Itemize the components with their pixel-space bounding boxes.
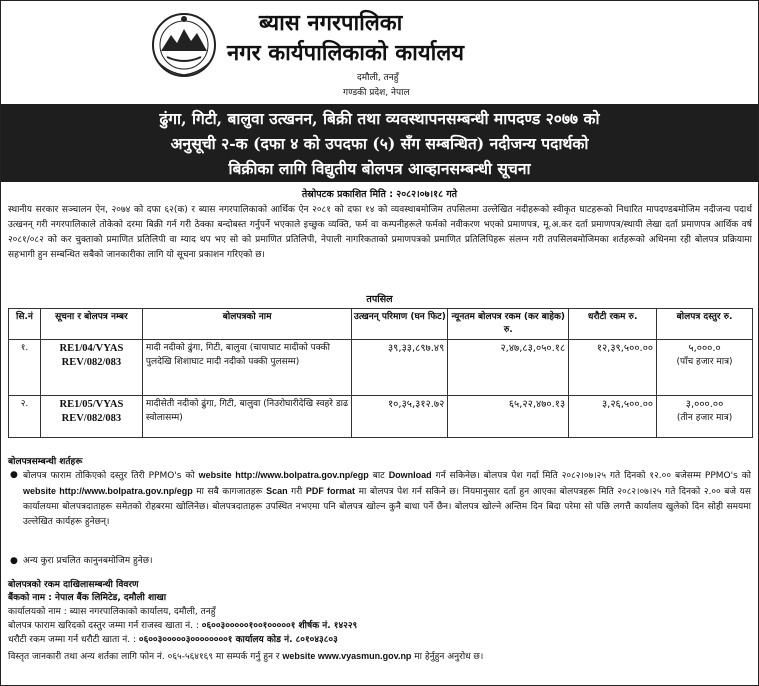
fee-account-head-label: शीर्षक नं.	[295, 621, 334, 631]
bank-heading: बोलपत्रको रकम दाखिलासम्बन्धी विवरण	[8, 580, 139, 590]
nepal-government-emblem-icon	[149, 11, 219, 79]
row-reference	[40, 396, 142, 438]
condition-text: बोलपत्र फाराम तोकिएको दस्तुर तिरी PPMO's को	[23, 471, 199, 481]
office-code-label: कार्यालय कोड नं.	[232, 635, 296, 645]
header-reference: सूचना र बोलपत्र नम्बर	[40, 309, 142, 340]
bank-name: बैंकको नाम : नेपाल बैंक लिमिटेड, दमौली शाखा	[8, 593, 167, 603]
header-deposit: धरौटी रकम रु.	[569, 309, 657, 340]
header-sn: सि.नं	[9, 309, 41, 340]
condition-text: बाट	[368, 471, 389, 481]
deposit-account-line	[8, 633, 748, 647]
download-term: Download	[388, 470, 432, 480]
office-name: कार्यालयको नाम : ब्यास नगरपालिकाको कार्यालय, दमौली, तनहुँ	[8, 607, 216, 617]
bullet-icon: ●	[10, 556, 18, 566]
condition-text: गरी	[287, 487, 306, 497]
row-deposit: १२,३९,५००.००	[569, 340, 657, 396]
office-title-line1: ब्यास नगरपालिका	[259, 10, 403, 36]
scan-term: Scan	[266, 486, 288, 496]
row-tender-name: मादी नदीको ढुंगा, गिटी, बालुवा (चापाघाट मादीको पक्की पुलदेखि शिशाघाट मादी नदीको पक्की पुलसम्म)	[142, 340, 352, 396]
banner-line1: ढुंगा, गिटी, बालुवा उत्खनन, बिक्री तथा व्यवस्थापनसम्बन्धी मापदण्ड २०७७ को	[159, 109, 600, 128]
header-fee: बोलपत्र दस्तुर रु.	[657, 309, 753, 340]
header-quantity: उत्खनन् परिमाण (घन फिट)	[352, 309, 448, 340]
header-tender-name: बोलपत्रको नाम	[142, 309, 352, 340]
office-province: गण्डकी प्रदेश, नेपाल	[343, 88, 410, 98]
publish-date: तेस्रोपटक प्रकाशित मिति : २०८२।०७।१८ गते	[301, 189, 458, 200]
condition-text: मा बोलपत्र पेश गर्न सकिने छ। नियमानुसार दर्ता हुन आएका बोलपत्रहरू मिति २०८२।०७।२५ गते दिनको २.०० बजे यस कार्यालयमा बोलपत्रदाताहरू समेतको रोहबरमा खोलिनेछ। बोलपत्रदाताहरू उपस्थित नभएमा पनि बोलपत्र खोल्न कुनै बाधा पर्ने छैन। बोलपत्र खोल्ने अन्तिम दिन बिदा परेमा सो पछि लगत्तै कार्यालय खुलेको दिन सोही समयमा उल्लेखित कार्यहरू हुनेछन्।	[23, 487, 751, 527]
contact-text: मा हेर्नुहुन अनुरोध छ।	[411, 652, 484, 662]
condition-item	[10, 468, 751, 530]
header	[1, 1, 758, 105]
row-fee	[657, 340, 753, 396]
header-min-amount: न्यूनतम बोलपत्र रकम (कर बाहेक) रु.	[448, 309, 569, 340]
intro-paragraph: स्थानीय सरकार सञ्चालन ऐन, २०७४ को दफा ६२(क) र ब्यास नगरपालिकाको आर्थिक ऐन २०८१ को दफा १४ को व्यवस्थाबमोजिम तपसिलमा उल्लेखित नदीहरूको स्वीकृत घाटहरूको निधारित मापदण्डबमोजिम नदीजन्य पदार्थ उत्खनन् गरी नगरपालिकाले तोकेको दरमा बिक्री गर्न गरी ठेक्का बन्दोबस्त गर्नुपर्ने भएकाले इच्छुक व्यक्ति, फर्म वा कम्पनीहरूले फर्मको नवीकरण भएको प्रमाणपत्र, मू.अ.कर दर्ता प्रमाणपत्र/स्थायी लेखा दर्ता प्रमाणपत्र आर्थिक वर्ष २०८१/०८२ को कर चुक्ताको प्रमाणित प्रतिलिपी वा म्याद थप भए सो को प्रमाणित प्रतिलिपी, नेपाली नागरिकताको प्रमाणपत्रको प्रमाणित प्रतिलिपिहरू संलग्न गरी तपसिलबमोजिमका शर्तहरूको अधिनमा रही बोलपत्र प्रक्रियामा सहभागी हुन सम्बन्धित सबैको जानकारीका लागि यो सूचना प्रकाशन गरिएको छ।	[8, 205, 752, 260]
office-code-number: ८०१०४३८०३	[295, 635, 338, 645]
office-title-line2: नगर कार्यपालिकाको कार्यालय	[227, 40, 464, 66]
pdf-format-term: PDF format	[305, 486, 356, 496]
fee-account-number: ०६००३०००००१००१०००००१	[201, 621, 296, 631]
row-min-amount: २,४७,८३,०५०.१८	[448, 340, 569, 396]
condition-text: मा सबै कागजातहरू	[192, 487, 267, 497]
bolpatra-link[interactable]: website http://www.bolpatra.gov.np/egp	[23, 486, 193, 496]
row-quantity: १०,३५,३१२.७२	[352, 396, 448, 438]
table-row	[9, 340, 753, 396]
table-title: तपसिल	[366, 294, 393, 305]
reference-line1: RE1/05/VYAS	[59, 399, 124, 410]
contact-text: विस्तृत जानकारी तथा अन्य शर्तका लागि फोन नं. ०६५-५६४१६९ मा सम्पर्क गर्नु हुन र	[8, 652, 283, 662]
notice-title-banner	[1, 104, 758, 182]
fee-account-line	[8, 619, 748, 633]
row-tender-name: मादीसेती नदीको ढुंगा, गिटी, बालुवा (निउरोघारीदेखि स्वहरे डाढ स्वोलासम्म)	[142, 396, 352, 438]
fee-account-label: बोलपत्र फाराम खरिदको दस्तुर जम्मा गर्न राजस्व खाता नं. :	[8, 621, 202, 631]
bolpatra-link[interactable]: website http://www.bolpatra.gov.np/egp	[198, 470, 369, 480]
contact-line	[8, 649, 748, 664]
fee-account-head-number: १४२२९	[333, 621, 358, 631]
row-deposit: ३,२६,५००.००	[569, 396, 657, 438]
banner-line3: बिक्रीका लागि विद्युतीय बोलपत्र आव्हानसम्बन्धी सूचना	[228, 159, 531, 178]
reference-line2: REV/082/083	[61, 357, 122, 368]
table-row	[9, 396, 753, 438]
fee-amount: ५,०००.०	[688, 343, 721, 354]
bullet-icon: ●	[10, 470, 18, 480]
row-quantity: ३९,३३,८९७.४९	[352, 340, 448, 396]
banner-line2: अनुसूची २-क (दफा ४ को उपदफा (५) सँग सम्बन्धित) नदीजन्य पदार्थको	[170, 134, 589, 153]
condition-item	[10, 554, 751, 569]
reference-line1: RE1/04/VYAS	[59, 343, 124, 354]
deposit-account-label: धरौटी रकम जम्मा गर्न धरौटी खाता नं. :	[8, 635, 139, 645]
tender-table	[8, 308, 753, 438]
fee-words: (पाँच हजार मात्र)	[676, 356, 733, 367]
table-header-row	[9, 309, 753, 340]
office-city: दमौली, तनहुँ	[357, 73, 399, 83]
condition-text: अन्य कुरा प्रचलित कानुनबमोजिम हुनेछ।	[23, 556, 153, 566]
fee-words: (तीन हजार मात्र)	[676, 412, 733, 423]
fee-amount: ३,०००.००	[685, 399, 724, 410]
row-min-amount: ६५,२२,४७०.१३	[448, 396, 569, 438]
row-reference	[40, 340, 142, 396]
conditions-heading: बोलपत्रसम्बन्धी शर्तहरू	[8, 457, 83, 467]
row-fee	[657, 396, 753, 438]
condition-text: गर्न सकिनेछ। बोलपत्र पेश गर्दा मिति २०८२।०७।२५ गते दिनको १२.०० बजेसम्म PPMO's को	[431, 471, 751, 481]
deposit-account-number: ०६००३०००००३००००००००१	[138, 635, 233, 645]
vyasmun-website-link[interactable]: website www.vyasmun.gov.np	[282, 651, 412, 661]
row-sn: २.	[9, 396, 41, 438]
reference-line2: REV/082/083	[61, 413, 122, 424]
row-sn: १.	[9, 340, 41, 396]
